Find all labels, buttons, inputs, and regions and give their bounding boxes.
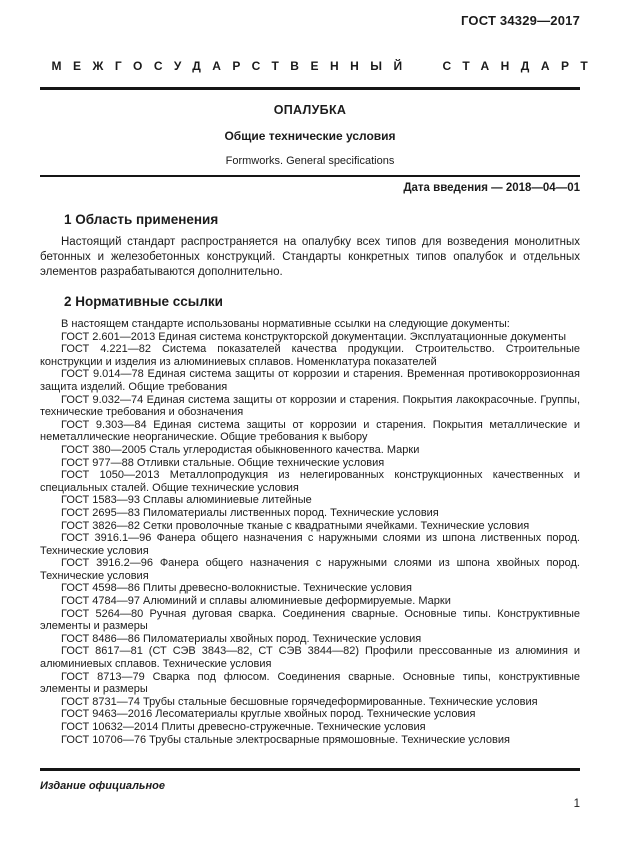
reference-item: ГОСТ 9.014—78 Единая система защиты от коррозии и старения. Временная противокоррозионная защита изделий. Общие требования	[40, 368, 580, 393]
reference-item: ГОСТ 8713—79 Сварка под флюсом. Соединения сварные. Основные типы, конструктивные элементы и размеры	[40, 670, 580, 696]
edition-note: Издание официальное	[40, 780, 165, 792]
page-footer	[40, 768, 580, 810]
page-number: 1	[573, 798, 580, 810]
document-title-english: Formworks. General specifications	[225, 155, 395, 167]
references-intro: В настоящем стандарте использованы нормативные ссылки на следующие документы:	[61, 318, 510, 330]
reference-item: ГОСТ 2.601—2013 Единая система конструкторской документации. Эксплуатационные документы	[61, 330, 567, 343]
reference-item: ГОСТ 3916.1—96 Фанера общего назначения с наружными слоями из шпона лиственных пород. Технические условия	[40, 532, 580, 557]
reference-item: ГОСТ 4598—86 Плиты древесно-волокнистые. Технические условия	[61, 582, 412, 595]
reference-item: ГОСТ 9463—2016 Лесоматериалы круглые хвойных пород. Технические условия	[61, 708, 476, 721]
reference-item: ГОСТ 8617—81 (СТ СЭВ 3843—82, СТ СЭВ 3844—82) Профили прессованные из алюминия и алюминиевых сплавов. Технические условия	[40, 645, 580, 671]
reference-item: ГОСТ 10706—76 Трубы стальные электросварные прямошовные. Технические условия	[61, 733, 510, 746]
header-rule	[40, 87, 580, 90]
reference-item: ГОСТ 380—2005 Сталь углеродистая обыкновенного качества. Марки	[61, 443, 420, 456]
document-subtitle: Общие технические условия	[224, 129, 396, 143]
title-rule	[40, 175, 580, 177]
effective-date: Дата введения — 2018—04—01	[403, 182, 580, 194]
reference-item: ГОСТ 977—88 Отливки стальные. Общие технические условия	[61, 456, 385, 469]
reference-item: ГОСТ 3916.2—96 Фанера общего назначения с наружными слоями из шпона хвойных пород. Технические условия	[40, 557, 580, 582]
document-title: ОПАЛУБКА	[273, 103, 347, 117]
reference-item: ГОСТ 4.221—82 Система показателей качества продукции. Строительство. Строительные конструкции и изделия из алюминиевых сплавов. Номенклатура показателей	[40, 343, 580, 368]
reference-item: ГОСТ 1583—93 Сплавы алюминиевые литейные	[61, 494, 312, 507]
reference-item: ГОСТ 9.303—84 Единая система защиты от коррозии и старения. Покрытия металлические и неметаллические неорганические. Общие требования к выбору	[40, 418, 580, 444]
footer-rule	[40, 768, 580, 771]
reference-item: ГОСТ 10632—2014 Плиты древесно-стружечные. Технические условия	[61, 721, 426, 733]
page-content	[40, 0, 600, 746]
reference-item: ГОСТ 3826—82 Сетки проволочные тканые с квадратными ячейками. Технические условия	[61, 519, 530, 532]
reference-item: ГОСТ 8486—86 Пиломатериалы хвойных пород. Технические условия	[61, 632, 422, 645]
reference-item: ГОСТ 5264—80 Ручная дуговая сварка. Соединения сварные. Основные типы. Конструктивные элементы и размеры	[40, 607, 580, 633]
references-list	[40, 331, 580, 747]
reference-item: ГОСТ 8731—74 Трубы стальные бесшовные горячедеформированные. Технические условия	[61, 695, 538, 708]
section-1-paragraph: Настоящий стандарт распространяется на опалубку всех типов для возведения монолитных бетонных и железобетонных конструкций. Стандарты конкретных типов опалубок и отдельных элементов разрабатываются дополнительно.	[40, 236, 580, 278]
reference-item: ГОСТ 9.032—74 Единая система защиты от коррозии и старения. Покрытия лакокрасочные. Группы, технические требования и обозначения	[40, 393, 580, 419]
section-1-heading: 1 Область применения	[64, 212, 219, 227]
reference-item: ГОСТ 4784—97 Алюминий и сплавы алюминиевые деформируемые. Марки	[61, 595, 451, 608]
section-2-heading: 2 Нормативные ссылки	[64, 294, 223, 309]
reference-item: ГОСТ 2695—83 Пиломатериалы лиственных пород. Технические условия	[61, 506, 439, 519]
standard-type-banner: МЕЖГОСУДАРСТВЕННЫЙ СТАНДАРТ	[51, 59, 600, 73]
doc-number: ГОСТ 34329—2017	[461, 13, 580, 28]
reference-item: ГОСТ 1050—2013 Металлопродукция из нелегированных конструкционных качественных и специальных сталей. Общие технические условия	[40, 469, 580, 494]
